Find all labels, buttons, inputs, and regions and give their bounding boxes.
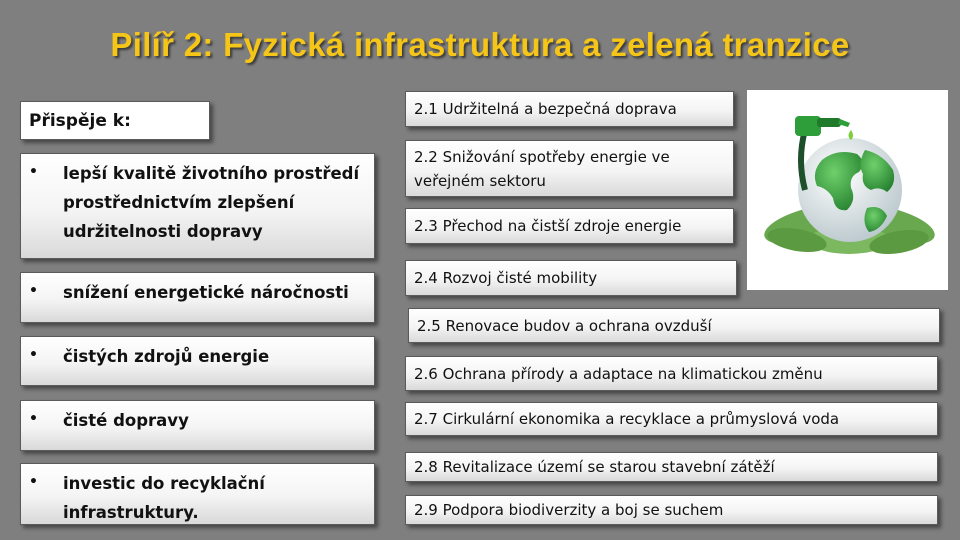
- component-2-3: 2.3 Přechod na čistší zdroje energie: [405, 208, 734, 244]
- component-2-6: 2.6 Ochrana přírody a adaptace na klimatickou změnu: [405, 356, 938, 391]
- bullet-dot: •: [29, 164, 38, 180]
- bullet-item: [20, 336, 375, 386]
- component-2-2: 2.2 Snižování spotřeby energie ve veřejném sektoru: [405, 140, 734, 197]
- component-2-8: 2.8 Revitalizace území se starou stavební zátěží: [405, 452, 938, 482]
- slide-title: Pilíř 2: Fyzická infrastruktura a zelená tranzice: [110, 26, 850, 63]
- bullet-item: [20, 463, 375, 525]
- bullet-item: [20, 153, 375, 259]
- bullet-dot: •: [29, 411, 38, 427]
- component-2-9: 2.9 Podpora biodiverzity a boj se suchem: [405, 495, 938, 525]
- bullet-text: investic do recyklační infrastruktury.: [63, 474, 265, 522]
- bullet-item: [20, 272, 375, 323]
- contributes-label: Přispěje k:: [20, 101, 210, 140]
- bullet-text: čisté dopravy: [63, 411, 189, 430]
- globe-icon: [747, 90, 948, 290]
- bullet-text: snížení energetické náročnosti: [63, 283, 349, 302]
- bullet-text: lepší kvalitě životního prostředí prostřednictvím zlepšení udržitelnosti dopravy: [63, 164, 360, 241]
- bullet-item: [20, 400, 375, 451]
- component-2-7: 2.7 Cirkulární ekonomika a recyklace a průmyslová voda: [405, 402, 938, 436]
- bullet-dot: •: [29, 283, 38, 299]
- bullet-text: čistých zdrojů energie: [63, 347, 270, 366]
- green-globe-image: [747, 90, 948, 290]
- bullet-dot: •: [29, 347, 38, 363]
- component-2-5: 2.5 Renovace budov a ochrana ovzduší: [408, 308, 940, 343]
- component-2-1: 2.1 Udržitelná a bezpečná doprava: [405, 91, 734, 127]
- bullet-dot: •: [29, 474, 38, 490]
- component-2-4: 2.4 Rozvoj čisté mobility: [405, 260, 737, 296]
